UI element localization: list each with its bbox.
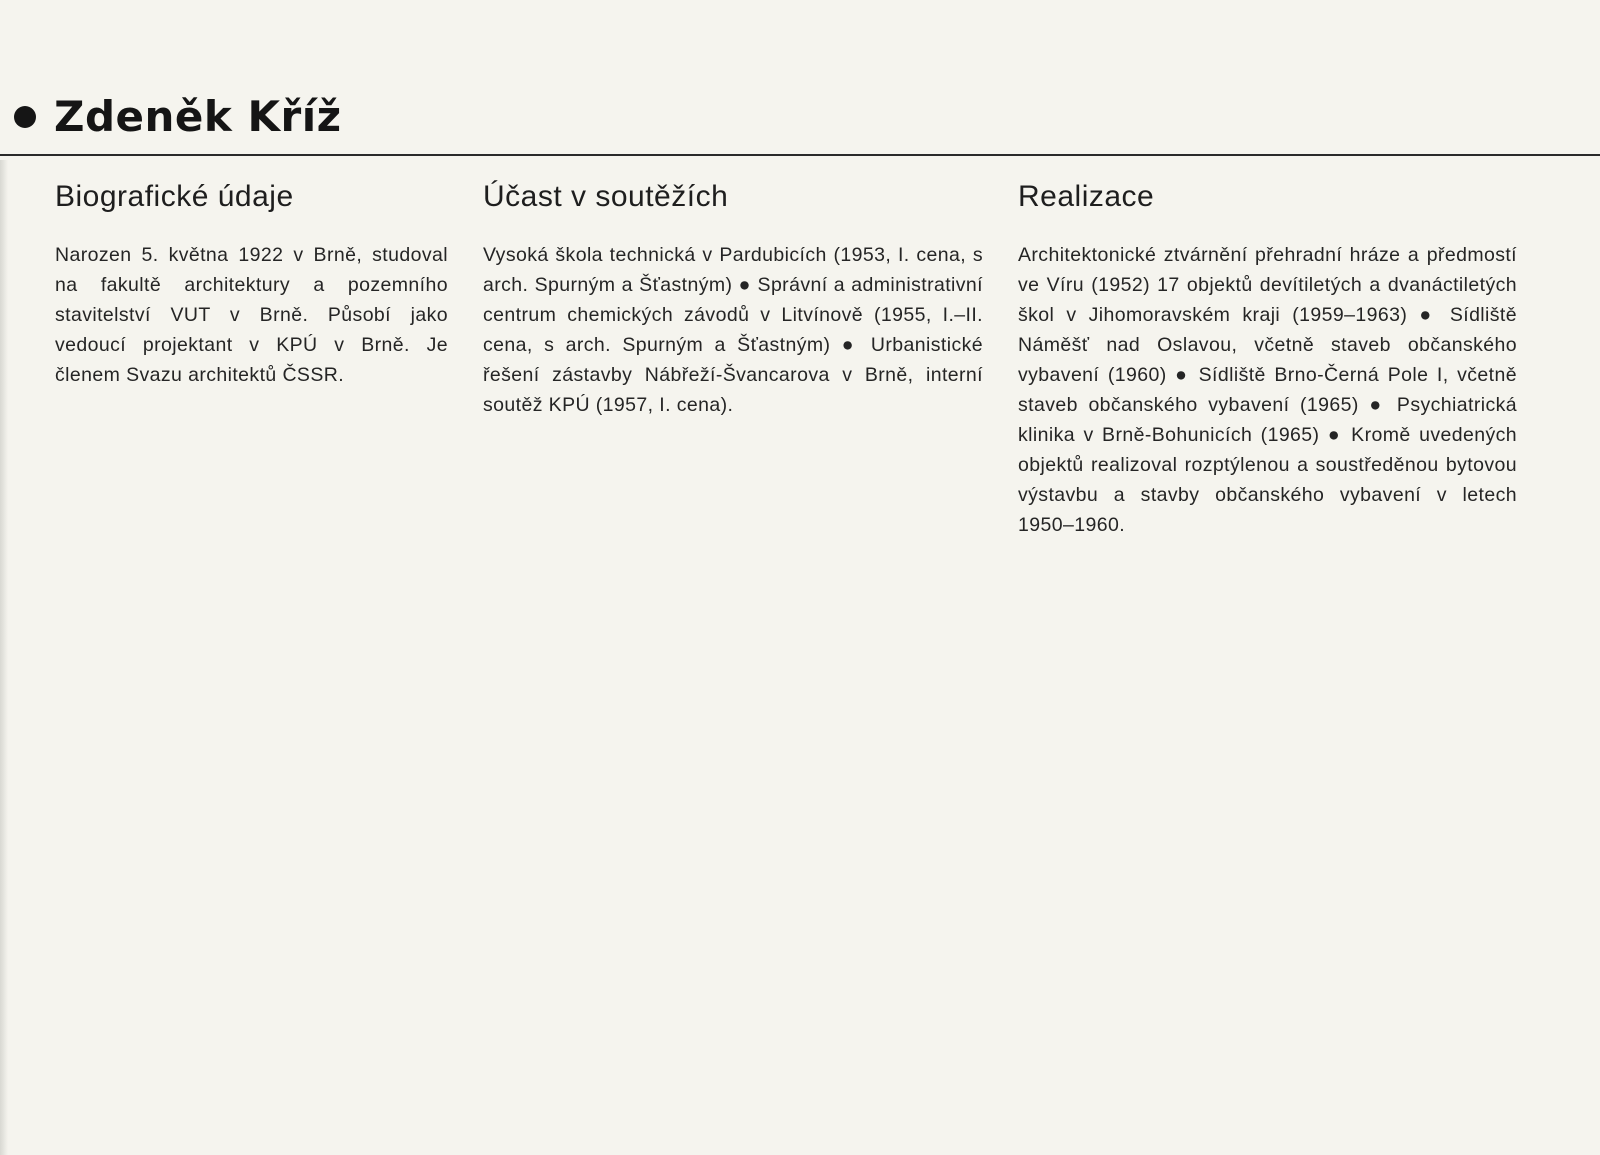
biography-text: Narozen 5. května 1922 v Brně, studoval na fakultě architektury a pozemního stavitelství VUT v Brně. Působí jako vedoucí projektant v KPÚ v Brně. Je členem Svazu architektů ČSSR. [55, 244, 448, 386]
biography-heading: Biografické údaje [55, 180, 294, 213]
realizations-text: Architektonické ztvárnění přehradní hráze a předmostí ve Víru (1952) 17 objektů devítiletých a dvanáctiletých škol v Jihomoravském kraji (1959–1963) ● Sídliště Náměšť nad Oslavou, včetně staveb občanského vybavení (1960) ● Sídliště Brno-Černá Pole I, včetně staveb občanského vybavení (1965) ● Psychiatrická klinika v Brně-Bohunicích (1965) ● Kromě uvedených objektů realizoval rozptýlenou a soustředěnou bytovou výstavbu a stavby občanského vybavení v letech 1950–1960. [1018, 244, 1517, 536]
page-title [14, 92, 342, 141]
competitions-text: Vysoká škola technická v Pardubicích (1953, I. cena, s arch. Spurným a Šťastným) ● Správní a administrativní centrum chemických závodů v Litvínově (1955, I.–II. cena, s arch. Spurným a Šťastným) ● Urbanistické řešení zástavby Nábřeží-Švancarova v Brně, interní soutěž KPÚ (1957, I. cena). [483, 244, 983, 416]
header-divider [0, 154, 1600, 156]
competitions-column [483, 176, 983, 420]
bullet-icon [14, 106, 36, 128]
realizations-heading: Realizace [1018, 180, 1155, 213]
page-edge-shadow [0, 160, 8, 1155]
realizations-column [1018, 176, 1517, 540]
competitions-heading: Účast v soutěžích [483, 180, 729, 213]
biography-column [55, 176, 448, 390]
page-title-text: Zdeněk Kříž [54, 92, 342, 141]
